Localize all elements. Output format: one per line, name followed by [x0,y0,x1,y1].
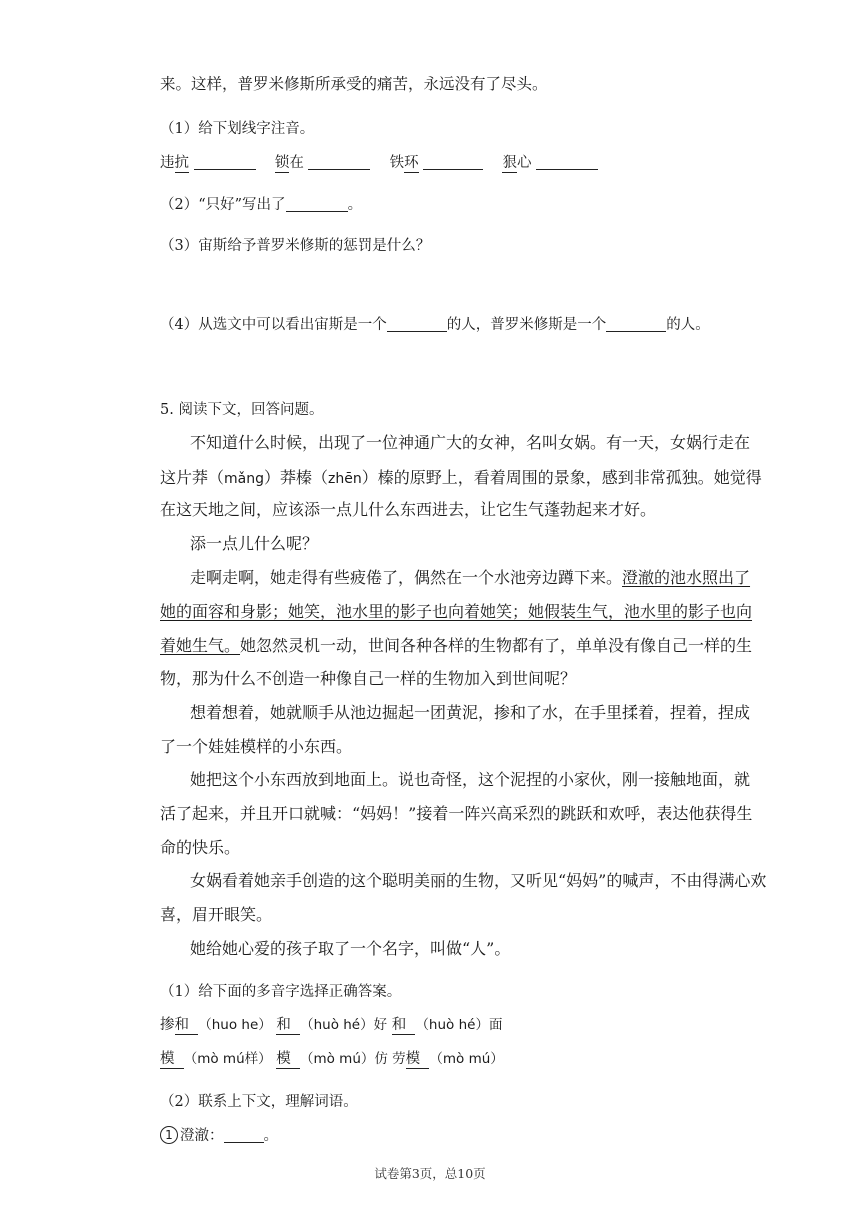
answer-blank[interactable] [194,154,256,170]
answer-blank[interactable] [286,196,348,212]
passage-line: 女娲看着她亲手创造的这个聪明美丽的生物，又听见“妈妈”的喊声，不由得满心欢 [190,871,767,890]
passage-line-underlined: 她的面容和身影；她笑，池水里的影子也向着她笑；她假装生气，池水里的影子也向 [160,602,753,621]
vocab-item: 1 澄澈： 。 [160,1124,278,1145]
passage-line: 想着想着，她就顺手从池边掘起一团黄泥，掺和了水，在手里揉着，捏着，捏成 [190,703,751,722]
answer-blank[interactable] [606,316,666,332]
section-heading: 5. 阅读下文，回答问题。 [160,402,324,418]
page-footer: 试卷第3页，总10页 [374,1166,486,1181]
passage-line: 她给她心爱的孩子取了一个名字，叫做“人”。 [190,939,511,958]
question-title: （1）给下面的多音字选择正确答案。 [160,984,402,1000]
answer-blank[interactable] [387,316,447,332]
passage-line: 喜，眉开眼笑。 [160,905,273,924]
polyphone-row: 模 （mò mú样） 模 （mò mú）仿 劳模 （mò mú） [160,1051,504,1067]
question-2: （2）“只好”写出了 。 [160,197,363,213]
question-title: （2）联系上下文，理解词语。 [160,1094,358,1110]
passage-line: 活了起来，并且开口就喊：“妈妈！”接着一阵兴高采烈的跳跃和欢呼，表达他获得生 [160,804,753,823]
answer-blank[interactable] [536,154,598,170]
question-3: （3）宙斯给予普罗米修斯的惩罚是什么？ [160,238,431,254]
question-title: （1）给下划线字注音。 [160,121,315,137]
pinyin-blanks: 违抗 锁在 铁环 狠心 [160,151,598,172]
answer-blank[interactable] [308,154,370,170]
text-line: 来。这样，普罗米修斯所承受的痛苦，永远没有了尽头。 [160,75,548,93]
passage-line: 着她生气。她忽然灵机一动，世间各种各样的生物都有了，单单没有像自己一样的生 [160,636,753,655]
answer-blank[interactable] [423,154,483,170]
passage-line: 命的快乐。 [160,838,241,857]
question-4: （4）从选文中可以看出宙斯是一个 的人，普罗米修斯是一个 的人。 [160,317,710,333]
polyphone-row: 掺和 （huo he） 和 （huò hé）好 和 （huò hé）面 [160,1017,503,1033]
passage-line: 她把这个小东西放到地面上。说也奇怪，这个泥捏的小家伙，刚一接触地面，就 [190,770,751,789]
circled-number: 1 [160,1126,178,1144]
passage-line: 添一点儿什么呢？ [190,534,319,553]
answer-blank[interactable] [224,1127,264,1143]
passage-line: 物，那为什么不创造一种像自己一样的生物加入到世间呢？ [160,669,577,688]
passage-line: 不知道什么时候，出现了一位神通广大的女神，名叫女娲。有一天，女娲行走在 [190,433,751,452]
passage-line: 这片莽（mǎng）莽榛（zhēn）榛的原野上，看着周围的景象，感到非常孤独。她觉得 [160,468,762,487]
passage-line: 走啊走啊，她走得有些疲倦了，偶然在一个水池旁边蹲下来。澄澈的池水照出了 [190,568,751,587]
passage-line: 了一个娃娃模样的小东西。 [160,737,353,756]
passage-line: 在这天地之间，应该添一点儿什么东西进去，让它生气蓬勃起来才好。 [160,500,657,519]
